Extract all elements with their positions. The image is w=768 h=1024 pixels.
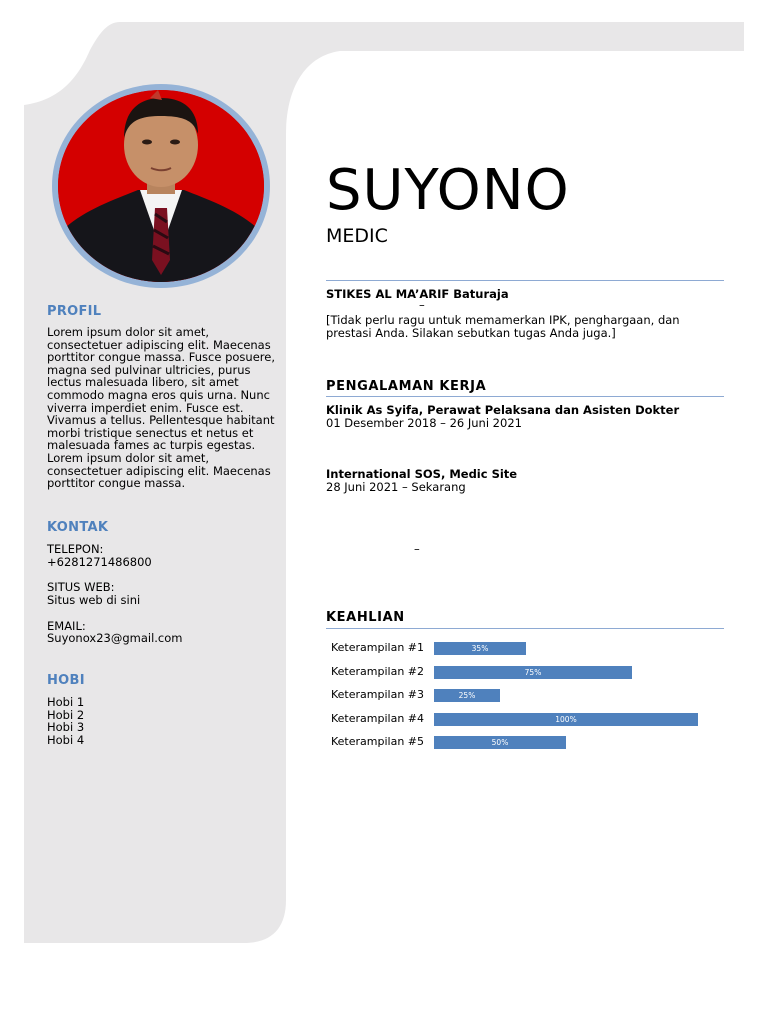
divider <box>326 280 724 281</box>
website-label: SITUS WEB: <box>47 580 115 594</box>
profile-text-line: commodo magna eros quis urna. Nunc <box>47 387 270 402</box>
profile-heading: PROFIL <box>47 304 102 319</box>
experience-heading: PENGALAMAN KERJA <box>326 379 487 394</box>
profile-photo-ring <box>52 84 270 288</box>
education-school: STIKES AL MA’ARIF Baturaja <box>326 287 509 301</box>
hobby-item: Hobi 4 <box>47 733 85 747</box>
hobby-item: Hobi 1 <box>47 695 85 709</box>
skill-bar: 25% <box>434 689 500 702</box>
job-title: Klinik As Syifa, Perawat Pelaksana dan Asisten Dokter <box>326 403 680 417</box>
job-dates: 01 Desember 2018 – 26 Juni 2021 <box>326 416 522 430</box>
skill-label: Keterampilan #4 <box>331 711 425 725</box>
person-name: SUYONO <box>326 158 570 223</box>
profile-text-line: magna sed pulvinar ultricies, purus <box>47 362 251 377</box>
hobby-item: Hobi 2 <box>47 708 85 722</box>
divider <box>326 396 724 397</box>
job-title: International SOS, Medic Site <box>326 467 518 481</box>
email-label: EMAIL: <box>47 619 86 633</box>
education-note: prestasi Anda. Silakan sebutkan tugas Anda juga.] <box>326 326 616 340</box>
profile-text-line: lectus malesuada libero, sit amet <box>47 375 239 390</box>
profile-text <box>47 326 283 490</box>
profile-text-line: consectetuer adipiscing elit. Maecenas <box>47 463 271 478</box>
education-note: [Tidak perlu ragu untuk memamerkan IPK, penghargaan, dan <box>326 313 680 327</box>
profile-text-line: Vivamus a tellus. Pellentesque habitant <box>47 413 275 428</box>
skills-heading: KEAHLIAN <box>326 610 405 625</box>
skill-bar: 100% <box>434 713 698 726</box>
profile-text-line: viverra imperdiet enim. Fusce est. <box>47 400 244 415</box>
skill-bar: 75% <box>434 666 632 679</box>
profile-photo <box>58 90 264 282</box>
skill-label: Keterampilan #3 <box>331 688 425 701</box>
profile-text-line: porttitor congue massa. Fusce posuere, <box>47 350 275 365</box>
person-role: MEDIC <box>326 225 388 247</box>
education-dash: – <box>419 298 425 312</box>
phone-value: +6281271486800 <box>47 555 152 569</box>
phone-label: TELEPON: <box>47 542 104 556</box>
profile-text-line: malesuada fames ac turpis egestas. <box>47 438 256 453</box>
website-value: Situs web di sini <box>47 593 141 607</box>
skill-bar: 50% <box>434 736 566 749</box>
email-value: Suyonox23@gmail.com <box>47 631 183 645</box>
hobby-heading: HOBI <box>47 673 85 688</box>
profile-text-line: Lorem ipsum dolor sit amet, <box>47 325 210 339</box>
profile-text-line: morbi tristique senectus et netus et <box>47 425 254 440</box>
hobby-item: Hobi 3 <box>47 720 85 734</box>
contact-heading: KONTAK <box>47 520 109 535</box>
skill-label: Keterampilan #5 <box>331 735 425 748</box>
divider <box>326 628 724 629</box>
job-dates: 28 Juni 2021 – Sekarang <box>326 480 466 494</box>
person-portrait-icon <box>58 90 264 282</box>
skill-bar: 35% <box>434 642 526 655</box>
skill-label: Keterampilan #2 <box>331 664 425 678</box>
profile-text-line: Lorem ipsum dolor sit amet, <box>47 450 210 465</box>
experience-dash: – <box>414 542 420 556</box>
profile-text-line: consectetuer adipiscing elit. Maecenas <box>47 337 271 352</box>
skill-label: Keterampilan #1 <box>331 641 425 654</box>
profile-text-line: porttitor congue massa. <box>47 476 186 491</box>
